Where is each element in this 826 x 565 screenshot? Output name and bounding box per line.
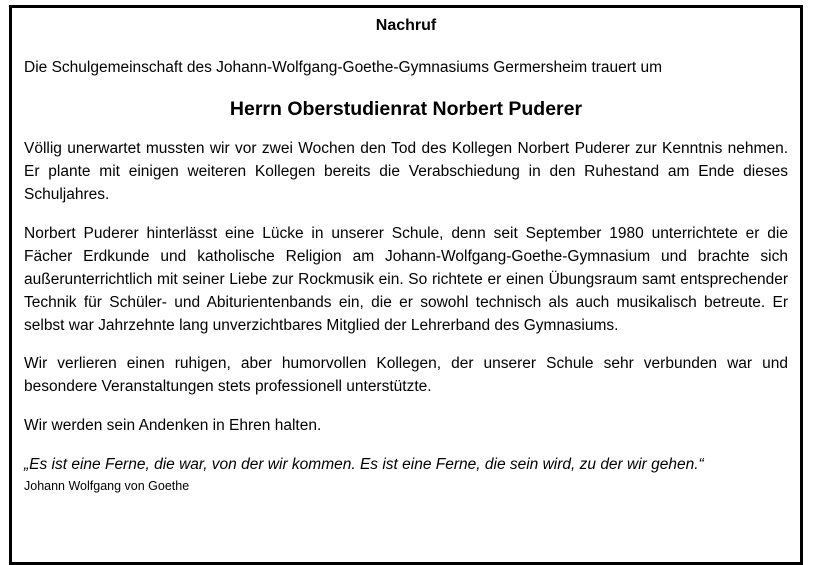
paragraph-character: Wir verlieren einen ruhigen, aber humorvollen Kollegen, der unserer Schule sehr verbunden war und besondere Veranstaltungen stets professionell unterstützte. — [24, 355, 788, 395]
paragraph-closing: Wir werden sein Andenken in Ehren halten. — [24, 416, 322, 434]
paragraph-death-notice: Völlig unerwartet mussten wir vor zwei Wochen den Tod des Kollegen Norbert Puderer zur Kenntnis nehmen. Er plante mit einigen weiteren Kollegen bereits die Verabschiedung in den Ruhestand am Ende dieses Schuljahres. — [24, 140, 788, 203]
quote-author: Johann Wolfgang von Goethe — [24, 478, 190, 493]
intro-text: Die Schulgemeinschaft des Johann-Wolfgang-Goethe-Gymnasiums Germersheim trauert um — [24, 59, 663, 76]
obituary-frame — [9, 5, 803, 565]
obituary-content — [24, 8, 788, 494]
goethe-quote: „Es ist eine Ferne, die war, von der wir kommen. Es ist eine Ferne, die sein wird, zu der wir gehen.“ — [24, 455, 704, 473]
paragraph-career: Norbert Puderer hinterlässt eine Lücke in unserer Schule, denn seit September 1980 unterrichtete er die Fächer Erdkunde und katholische Religion am Johann-Wolfgang-Goethe-Gymnasium und brachte sich außerunterrichtlich mit seiner Liebe zur Rockmusik ein. So richtete er einen Übungsraum samt entsprechender Technik für Schüler- und Abiturientenbands ein, die er sowohl technisch als auch musikalisch betreute. Er selbst war Jahrzehnte lang unverzichtbares Mitglied der Lehrerband des Gymnasiums. — [24, 224, 788, 334]
deceased-name: Herrn Oberstudienrat Norbert Puderer — [229, 98, 583, 120]
obituary-title: Nachruf — [375, 17, 437, 34]
